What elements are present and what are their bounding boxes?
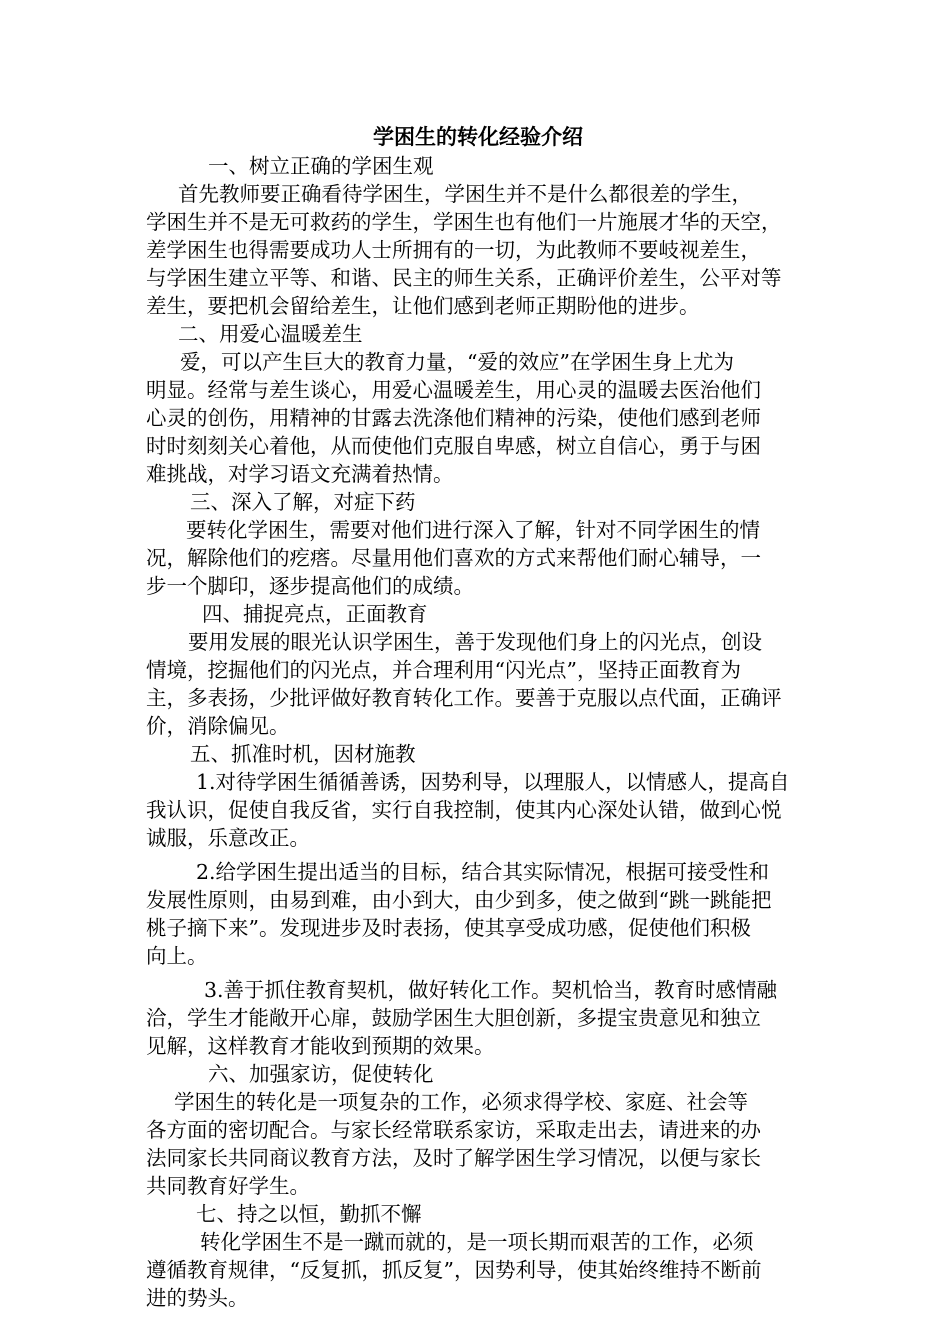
text-line: 差学困生也得需要成功人士所拥有的一切，为此教师不要岐视差生，	[146, 238, 761, 262]
section-body	[146, 516, 810, 600]
text-line: 心灵的创伤，用精神的甘露去洗涤他们精神的污染，使他们感到老师	[146, 406, 761, 430]
text-line: 向上。	[146, 944, 208, 968]
section-body	[146, 1228, 810, 1312]
text-line: 要转化学困生，需要对他们进行深入了解，针对不同学困生的情	[186, 518, 760, 542]
document-page	[146, 122, 810, 1312]
text-line: 时时刻刻关心着他，从而使他们克服自卑感，树立自信心，勇于与困	[146, 434, 761, 458]
text-line: 遵循教育规律，“反复抓，抓反复”，因势利导，使其始终维持不断前	[146, 1258, 762, 1282]
text-line: 法同家长共同商议教育方法，及时了解学困生学习情况，以便与家长	[146, 1146, 761, 1170]
text-line: 洽，学生才能敞开心扉，鼓励学困生大胆创新，多提宝贵意见和独立	[146, 1006, 761, 1030]
text-line: 步一个脚印，逐步提高他们的成绩。	[146, 574, 474, 598]
text-line: 首先教师要正确看待学困生，学困生并不是什么都很差的学生，	[178, 182, 752, 206]
numbered-item-line: 1.对待学困生循循善诱，因势利导，以理服人，以情感人，提高自	[196, 770, 790, 794]
section-body	[146, 628, 810, 740]
text-line: 发展性原则，由易到难，由小到大，由少到多，使之做到“跳一跳能把	[146, 888, 772, 912]
text-line: 各方面的密切配合。与家长经常联系家访，采取走出去，请进来的办	[146, 1118, 761, 1142]
section-heading: 四、捕捉亮点，正面教育	[202, 602, 428, 626]
text-line: 明显。经常与差生谈心，用爱心温暖差生，用心灵的温暖去医治他们	[146, 378, 761, 402]
numbered-item-line: 3.善于抓住教育契机，做好转化工作。契机恰当，教育时感情融	[204, 978, 778, 1002]
numbered-item-line: 2.给学困生提出适当的目标，结合其实际情况，根据可接受性和	[196, 860, 770, 884]
text-line: 情境，挖掘他们的闪光点，并合理利用“闪光点”，坚持正面教育为	[146, 658, 741, 682]
text-line: 与学困生建立平等、和谐、民主的师生关系，正确评价差生，公平对等	[146, 266, 782, 290]
section-heading: 二、用爱心温暖差生	[178, 322, 363, 346]
section-body	[146, 768, 810, 1060]
text-line: 共同教育好学生。	[146, 1174, 310, 1198]
text-line: 价，消除偏见。	[146, 714, 290, 738]
text-line: 况，解除他们的疙瘩。尽量用他们喜欢的方式来帮他们耐心辅导，一	[146, 546, 761, 570]
text-line: 差生，要把机会留给差生，让他们感到老师正期盼他的进步。	[146, 294, 700, 318]
text-line: 学困生的转化是一项复杂的工作，必须求得学校、家庭、社会等	[174, 1090, 748, 1114]
text-line: 进的势头。	[146, 1286, 249, 1310]
section-heading: 七、持之以恒，勤抓不懈	[196, 1202, 422, 1226]
text-line: 学困生并不是无可救药的学生，学困生也有他们一片施展才华的天空，	[146, 210, 782, 234]
section-body	[146, 180, 810, 320]
text-line: 我认识，促使自我反省，实行自我控制，使其内心深处认错，做到心悦	[146, 798, 782, 822]
text-line: 爱，可以产生巨大的教育力量，“爱的效应”在学困生身上尤为	[180, 350, 734, 374]
section-body	[146, 1088, 810, 1200]
text-line: 要用发展的眼光认识学困生，善于发现他们身上的闪光点，创设	[188, 630, 762, 654]
section-heading: 五、抓准时机，因材施教	[190, 742, 416, 766]
section-body	[146, 348, 810, 488]
text-line: 转化学困生不是一蹴而就的，是一项长期而艰苦的工作，必须	[200, 1230, 754, 1254]
section-heading: 三、深入了解，对症下药	[190, 490, 416, 514]
text-line: 桃子摘下来”。发现进步及时表扬，使其享受成功感，促使他们积极	[146, 916, 751, 940]
document-title: 学困生的转化经验介绍	[373, 124, 583, 149]
section-heading: 一、树立正确的学困生观	[208, 154, 434, 178]
section-heading: 六、加强家访，促使转化	[208, 1062, 434, 1086]
text-line: 难挑战，对学习语文充满着热情。	[146, 462, 454, 486]
text-line: 诚服，乐意改正。	[146, 826, 310, 850]
text-line: 见解，这样教育才能收到预期的效果。	[146, 1034, 495, 1058]
text-line: 主，多表扬，少批评做好教育转化工作。要善于克服以点代面，正确评	[146, 686, 782, 710]
